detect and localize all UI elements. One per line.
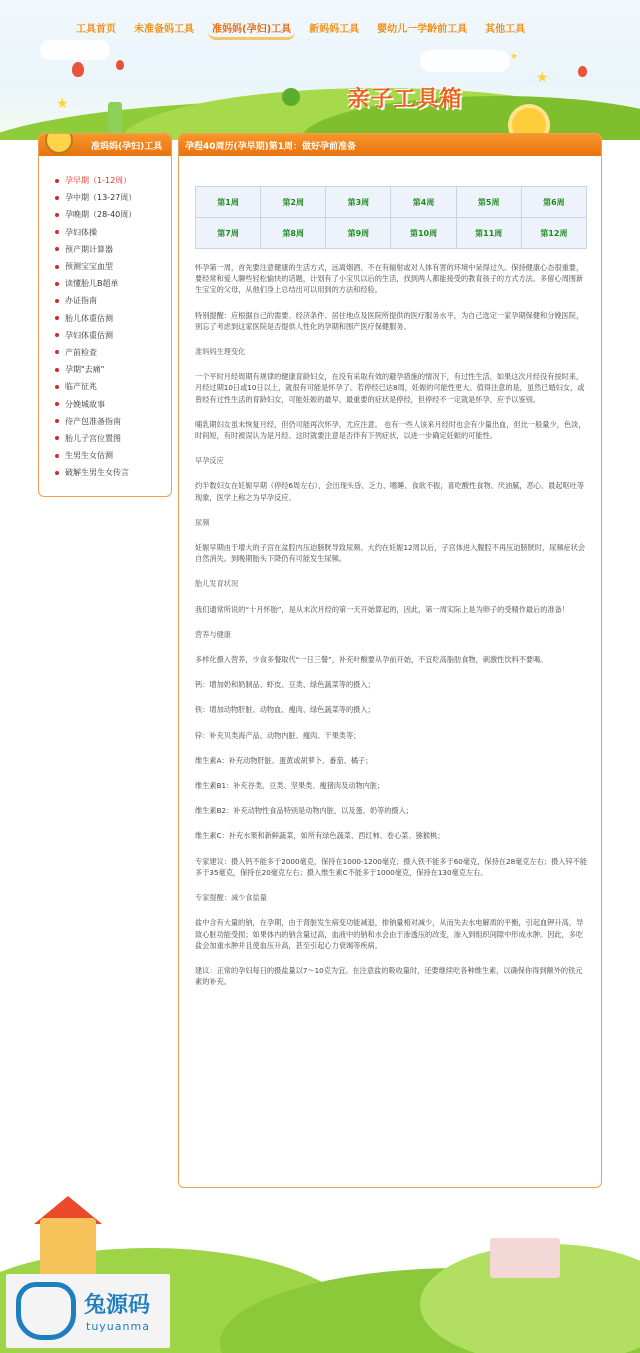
balloon-icon [72, 62, 84, 77]
week-link[interactable]: 第12周 [521, 218, 586, 249]
bullet-dot-icon [55, 402, 59, 406]
sidebar-title: 准妈妈(孕妇)工具 [91, 141, 163, 152]
sidebar-item[interactable] [55, 344, 171, 361]
paragraph: 维生素A：补充动物肝脏、蛋黄或胡萝卜、番茄、橘子； [195, 755, 373, 765]
balloon-icon [578, 66, 587, 77]
nav-item-pregnancy[interactable]: 准妈妈(孕妇)工具 [208, 18, 295, 40]
sidebar-item[interactable] [55, 395, 171, 412]
bullet-dot-icon [55, 247, 59, 251]
bullet-dot-icon [55, 299, 59, 303]
sidebar-item-label: 办证指南 [65, 296, 97, 306]
bullet-dot-icon [55, 213, 59, 217]
paragraph: 专家建议：摄入钙不能多于2000毫克，保持在1000-1200毫克；摄入铁不能多于60毫克，保持在28毫克左右；摄入锌不能多于35毫克，保持在20毫克左右；摄入维生素C不能多于1000毫克，保持在130毫克左右。 [195, 856, 588, 877]
paragraph: 约半数妇女在妊娠早期（停经6周左右），会出现头昏、乏力、嗜睡、食欲不振，喜吃酸性食物、厌油腻，恶心、晨起呕吐等现象，医学上称之为早孕反应。 [195, 481, 585, 502]
site-logo[interactable] [335, 82, 475, 116]
sidebar-item-label: 预测宝宝血型 [65, 262, 113, 272]
sidebar-item[interactable] [55, 172, 171, 189]
sidebar-item-label: 生男生女估测 [65, 451, 113, 461]
week-link[interactable]: 第5周 [456, 187, 521, 218]
week-link[interactable]: 第9周 [326, 218, 391, 249]
school-icon [490, 1238, 560, 1278]
bee-mascot-icon [45, 133, 73, 154]
sidebar-item-label: 孕中期（13-27周） [65, 193, 137, 203]
rabbit-logo-icon [16, 1282, 76, 1340]
bullet-dot-icon [55, 471, 59, 475]
paragraph: 怀孕第一周，首先要注意健康的生活方式，远离烟酒、不在有辐射或对人体有害的环境中呆得过久。保持健康心态很重要，要经常和爱人聊些轻松愉快的话题，计划有了小宝贝以后的生活，找到两人都能接受的教育孩子的方式方法。多留心周围新生宝宝的父母，从他们身上总结出可以用到的方法和经验。 [195, 263, 584, 295]
page-header [0, 0, 640, 140]
main-title: 孕程40周历(孕早期)第1周：做好孕前准备 [185, 141, 357, 152]
sidebar-item[interactable] [55, 378, 171, 395]
section-heading: 营养与健康 [195, 629, 231, 639]
paragraph: 建议：正常的孕妇每日的摄盐量以7～10克为宜。在注意盐的吸收量时，还要继续吃各种维生素，以确保你得到额外的铁元素的补充。 [195, 965, 583, 987]
sidebar-item[interactable] [55, 430, 171, 447]
sidebar-item[interactable] [55, 258, 171, 275]
week-link[interactable]: 第4周 [391, 187, 456, 218]
watermark-subtitle: tuyuanma [86, 1320, 150, 1333]
star-icon: ★ [56, 96, 69, 112]
sidebar-item-label: 待产包准备指南 [65, 416, 121, 426]
bullet-dot-icon [55, 179, 59, 183]
bullet-dot-icon [55, 265, 59, 269]
bullet-dot-icon [55, 368, 59, 372]
week-row [196, 218, 587, 249]
sidebar-list [39, 156, 171, 481]
paragraph: 维生素C：补充水果和新鲜蔬菜，如所有绿色蔬菜、西红柿、卷心菜、猕猴桃； [195, 831, 445, 841]
paragraph: 多样化摄入营养，少食多餐取代“一日三餐”，补充叶酸要从孕前开始，不宜吃高脂肪食物，刺激性饮料不要喝。 [195, 655, 548, 665]
paragraph: 铁：增加动物肝脏、动物血、瘦肉、绿色蔬菜等的摄入； [195, 705, 375, 715]
bullet-dot-icon [55, 350, 59, 354]
sidebar-item[interactable] [55, 447, 171, 464]
nav-item-pre-pregnancy[interactable]: 未准备妈工具 [134, 24, 194, 35]
sidebar-item[interactable] [55, 206, 171, 223]
sidebar-item[interactable] [55, 241, 171, 258]
nav-item-new-mom[interactable]: 新妈妈工具 [309, 24, 360, 35]
main-header [179, 134, 601, 156]
bullet-dot-icon [55, 282, 59, 286]
paragraph: 维生素B2：补充动物性食品特别是动物内脏，以及蛋、奶等的摄入； [195, 806, 413, 816]
sidebar-item-label: 孕妇体重估测 [65, 330, 113, 340]
sidebar-item[interactable] [55, 361, 171, 378]
signpost-icon [108, 102, 122, 136]
section-heading: 尿频 [195, 517, 210, 527]
section-heading: 胎儿发育状况 [195, 579, 239, 589]
sidebar-item-label: 胎儿体重估测 [65, 313, 113, 323]
bullet-dot-icon [55, 230, 59, 234]
article-content [195, 262, 587, 987]
bullet-dot-icon [55, 333, 59, 337]
sidebar-item-label: 孕早期（1-12周） [65, 176, 132, 186]
sidebar-item[interactable] [55, 292, 171, 309]
paragraph: 特别提醒：应根据自己的需要、经济条件、居住地点及医院所提供的医疗服务水平，为自己选定一家孕期保健和分娩医院，别忘了考虑到这家医院是否提供人性化的孕期和围产医疗保健服务。 [195, 310, 584, 331]
top-navigation [72, 18, 529, 40]
paragraph: 一个平时月经周期有规律的健康育龄妇女，在没有采取有效的避孕措施的情况下，有过性生活，如果这次月经没有按时来，月经过期10日或10日以上，就很有可能是怀孕了。若停经已达8周，妊娠的可能性更大。值得注意的是，虽然已婚妇女，或曾经有过性生活的育龄妇女，可能妊娠的最早、最重要的症状是停经，但停经不一定就是怀孕，应予以鉴别。 [195, 372, 585, 404]
watermark-title: 兔源码 [84, 1293, 151, 1318]
section-heading: 准妈妈生理变化 [195, 347, 246, 357]
sidebar-item-label: 胎儿子宫位置图 [65, 433, 121, 443]
week-link[interactable]: 第3周 [326, 187, 391, 218]
sidebar-item[interactable] [55, 310, 171, 327]
main-panel [178, 133, 602, 1188]
sidebar-item[interactable] [55, 224, 171, 241]
sidebar-item-label: 读懂胎儿B超单 [65, 279, 119, 289]
bullet-dot-icon [55, 385, 59, 389]
page-footer [0, 1188, 640, 1353]
week-link[interactable]: 第11周 [456, 218, 521, 249]
nav-item-other[interactable]: 其他工具 [485, 24, 526, 35]
sidebar-item-label: 临产征兆 [65, 382, 97, 392]
sidebar-item[interactable] [55, 275, 171, 292]
watermark [6, 1274, 170, 1348]
paragraph: 哺乳期妇女虽未恢复月经，但仍可能再次怀孕，尤应注意。 也有一些人该来月经时也会有少量出血，但比一般量少，色淡，时间短，有时被误认为是月经。这时就要注意是否伴有下列症状，以进一步确定妊娠的可能性。 [195, 419, 586, 441]
sidebar-item-label: 预产期计算器 [65, 244, 113, 254]
sidebar [38, 133, 172, 497]
week-link[interactable]: 第8周 [261, 218, 326, 249]
sidebar-item-label: 分娩城故事 [65, 399, 105, 409]
week-link[interactable]: 第10周 [391, 218, 456, 249]
bullet-dot-icon [55, 436, 59, 440]
week-grid [195, 186, 587, 249]
week-row [196, 187, 587, 218]
sidebar-item[interactable] [55, 413, 171, 430]
week-link[interactable]: 第6周 [521, 187, 586, 218]
sidebar-item[interactable] [55, 464, 171, 481]
nav-item-home[interactable]: 工具首页 [76, 24, 116, 35]
cloud-decoration [420, 50, 510, 72]
cloud-decoration [40, 40, 110, 60]
sidebar-item-label: 孕妇体操 [65, 227, 97, 237]
sidebar-item-label: 孕期"去痛" [65, 365, 105, 375]
paragraph: 我们通常所说的“十月怀胎”，是从末次月经的第一天开始算起的，因此，第一周实际上是为卵子的受精作最后的准备！ [195, 604, 570, 614]
balloon-icon [116, 60, 124, 70]
paragraph: 盐中含有大量的钠，在孕期，由于肾脏发生病变功能减退，排钠量相对减少，从而失去水电解质的平衡，引起血钾升高，导致心脏功能受损；如果体内的钠含量过高，血液中的钠和水会由于渗透压的改变，渗入到组织间隙中形成水肿。因此，多吃盐会加重水肿并且使血压升高，甚至引起心力衰竭等疾病。 [195, 918, 584, 950]
section-heading: 专家提醒：减少食盐量 [195, 893, 267, 903]
nav-item-preschool[interactable]: 婴幼儿一学龄前工具 [377, 24, 468, 35]
tree-icon [282, 88, 300, 106]
paragraph: 钙：增加奶和奶制品、虾皮、豆类、绿色蔬菜等的摄入； [195, 680, 375, 690]
week-link[interactable]: 第2周 [261, 187, 326, 218]
logo-text: 亲子工具箱 [347, 87, 463, 112]
sidebar-item-label: 破解生男生女传言 [65, 468, 129, 478]
bullet-dot-icon [55, 454, 59, 458]
paragraph: 锌：补充贝类海产品、动物内脏、瘦肉、干果类等； [195, 730, 361, 740]
sidebar-item[interactable] [55, 327, 171, 344]
sidebar-header [39, 134, 171, 156]
paragraph: 维生素B1：补充谷类、豆类、坚果类、瘦猪肉及动物内脏； [195, 781, 385, 791]
sidebar-item[interactable] [55, 189, 171, 206]
sidebar-item-label: 孕晚期（28-40周） [65, 210, 137, 220]
bullet-dot-icon [55, 419, 59, 423]
bullet-dot-icon [55, 316, 59, 320]
sidebar-item-label: 产前检查 [65, 347, 97, 357]
bullet-dot-icon [55, 196, 59, 200]
star-icon: ★ [536, 70, 549, 86]
week-link[interactable]: 第7周 [196, 218, 261, 249]
paragraph: 妊娠早期由于增大的子宫在盆腔内压迫膀胱导致尿频。大约在妊娠12周以后，子宫体进入腹腔不再压迫膀胱时，尿频症状会自然消失。到晚期胎头下降仍有可能发生尿频。 [195, 543, 586, 564]
star-icon: ★ [510, 52, 519, 62]
week-link[interactable]: 第1周 [196, 187, 261, 218]
section-heading: 早孕反应 [195, 456, 224, 466]
